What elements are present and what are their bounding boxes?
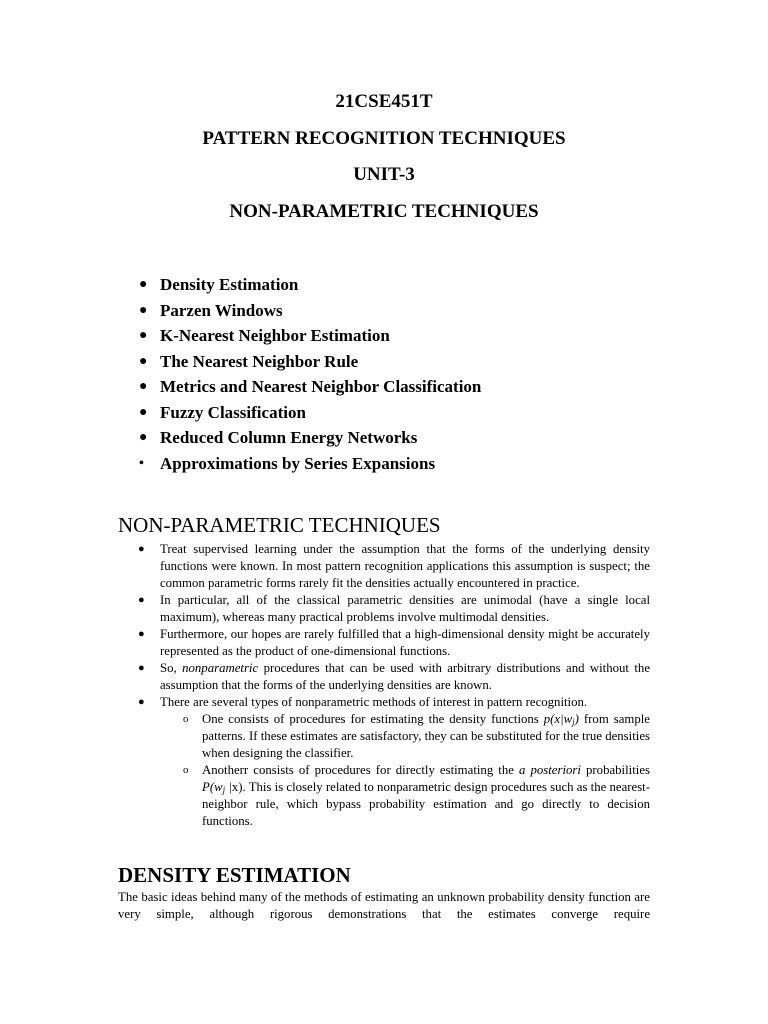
course-title: PATTERN RECOGNITION TECHNIQUES	[202, 128, 566, 149]
circle-bullet-icon: o	[183, 764, 189, 776]
bullet-icon: ●	[139, 430, 148, 445]
section-bullet-list	[138, 541, 650, 830]
bullet-icon: ●	[139, 353, 148, 369]
course-code: 21CSE451T	[335, 91, 433, 112]
bullet-icon: ●	[138, 543, 145, 555]
list-item: ● There are several types of nonparametric methods of interest in pattern recognition. o One consists of procedures for estimating the density functions $p(x|w_j)$ from sample patterns. If these estimates are satisfactory, they can be substituted for the true densities when designing the classifier. o Anotherr consists of procedures for directly estimating the a posteriori probabilities $P(w_j$ |x). This is closely related to nonparametric design procedures such as the nearest-neighbor rule, which bypass probability estimation and go directly to decision functions.	[138, 695, 651, 828]
unit-label: UNIT-3	[353, 164, 415, 185]
bullet-icon: ●	[139, 404, 148, 420]
bullet-icon: ●	[139, 302, 148, 318]
body-paragraph: The basic ideas behind many of the methods of estimating an unknown probability density function are very simple, although rigorous demonstrations that the estimates converge require	[118, 890, 650, 921]
topic-item: • Approximations by Series Expansions	[138, 451, 481, 477]
bullet-icon: ●	[139, 328, 148, 343]
topic-item: ● Parzen Windows	[138, 298, 481, 324]
bullet-icon: ●	[138, 628, 145, 640]
math-expression: $P(w_j$ |	[202, 780, 232, 795]
bullet-icon: ●	[139, 379, 148, 394]
list-item: ● Furthermore, our hopes are rarely fulfilled that a high-dimensional density might be accurately represented as the product of one-dimensional functions.	[138, 627, 650, 658]
section-heading: NON-PARAMETRIC TECHNIQUES	[118, 513, 441, 537]
list-item: ● So, nonparametric procedures that can be used with arbitrary distributions and without the assumption that the forms of the underlying densities are known.	[138, 661, 650, 692]
list-item: ● In particular, all of the classical parametric densities are unimodal (have a single local maximum), whereas many practical problems involve multimodal densities.	[138, 593, 650, 624]
topic-item: ● Metrics and Nearest Neighbor Classification	[138, 374, 481, 400]
topic-item: ● Density Estimation	[138, 272, 481, 298]
list-item: ● Treat supervised learning under the assumption that the forms of the underlying density functions were known. In most pattern recognition applications this assumption is suspect; the common parametric forms rarely fit the densities actually encountered in practice.	[138, 542, 650, 590]
sub-list	[160, 711, 650, 830]
topic-item: ● K-Nearest Neighbor Estimation	[138, 323, 481, 349]
bullet-icon: ●	[138, 662, 145, 674]
sub-list-item: o Anotherr consists of procedures for directly estimating the a posteriori probabilities $P(w_j$ |x). This is closely related to nonparametric design procedures such as the nearest-neighbor rule, which bypass probability estimation and go directly to decision functions.	[183, 763, 651, 828]
topic-list	[138, 272, 481, 476]
circle-bullet-icon: o	[183, 713, 189, 725]
bullet-icon: ●	[139, 277, 148, 292]
math-expression: $p(x|w_j)$	[543, 712, 579, 727]
topic-item: ● Reduced Column Energy Networks	[138, 425, 481, 451]
sub-list-item: o One consists of procedures for estimating the density functions $p(x|w_j)$ from sample patterns. If these estimates are satisfactory, they can be substituted for the true densities when designing the classifier.	[183, 712, 650, 760]
bullet-icon: •	[139, 455, 144, 471]
topic-item: ● Fuzzy Classification	[138, 400, 481, 426]
bullet-icon: ●	[138, 696, 145, 708]
bullet-icon: ●	[138, 594, 145, 606]
unit-title: NON-PARAMETRIC TECHNIQUES	[229, 201, 539, 222]
section-heading: DENSITY ESTIMATION	[118, 863, 351, 887]
topic-item: ● The Nearest Neighbor Rule	[138, 349, 481, 375]
